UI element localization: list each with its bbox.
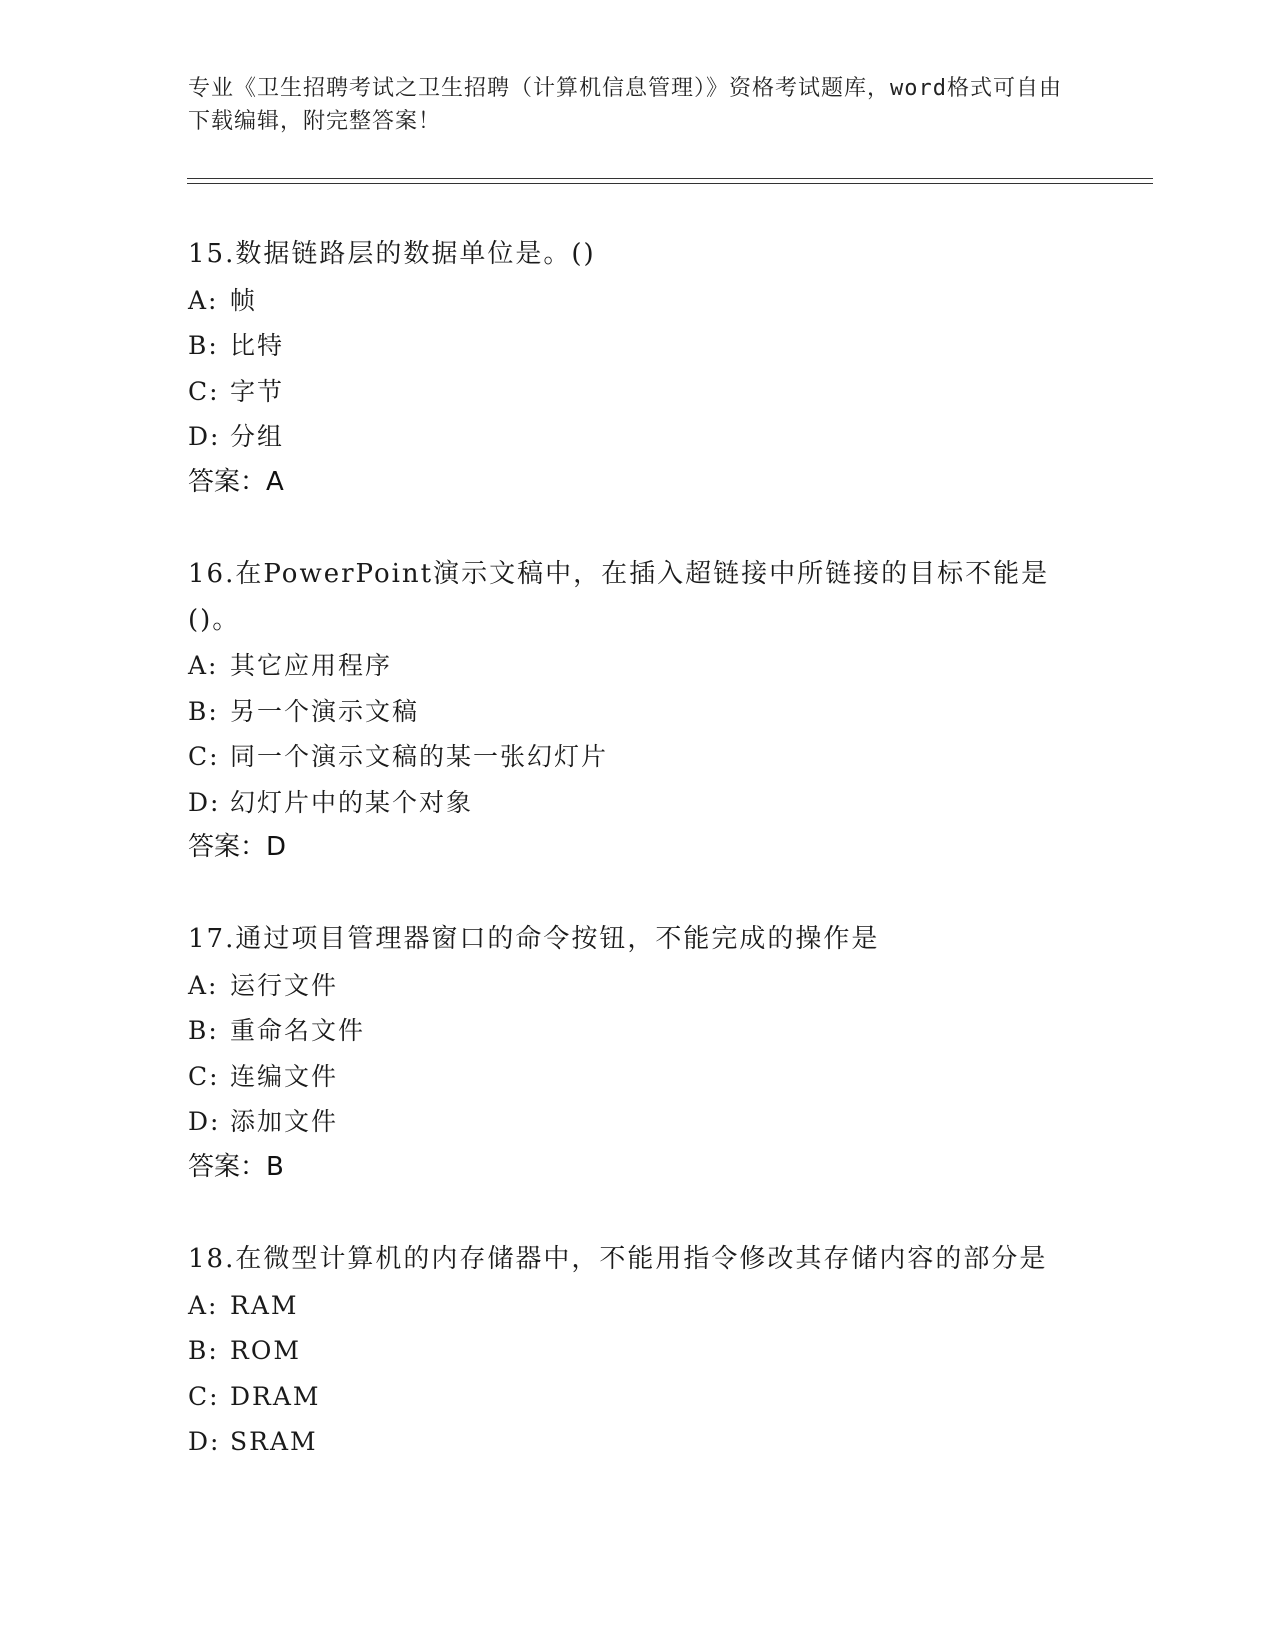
document-header: 专业《卫生招聘考试之卫生招聘（计算机信息管理）》资格考试题库，word格式可自由下载编辑，附完整答案！: [188, 76, 1062, 134]
option-text: 运行文件: [230, 970, 339, 1000]
option-text: 分组: [230, 422, 285, 451]
option-text: ROM: [230, 1336, 301, 1365]
option-c: [188, 1374, 1088, 1420]
option-letter: D:: [188, 422, 221, 451]
option-text: 其它应用程序: [230, 651, 393, 680]
question-stem: 16.在PowerPoint演示文稿中，在插入超链接中所链接的目标不能是()。: [188, 559, 1050, 635]
option-text: 字节: [230, 376, 285, 406]
option-b: [188, 323, 1088, 369]
option-letter: C:: [188, 1061, 220, 1091]
option-d: [188, 1099, 1088, 1145]
question-stem: 17.通过项目管理器窗口的命令按钮，不能完成的操作是: [188, 924, 880, 954]
option-b: [188, 689, 1088, 735]
option-a: [188, 1283, 1088, 1329]
option-letter: D:: [188, 1107, 221, 1136]
question-stem: 18.在微型计算机的内存储器中，不能用指令修改其存储内容的部分是: [188, 1244, 1048, 1274]
question-15: [188, 232, 1088, 505]
option-d: [188, 1419, 1088, 1465]
option-text: 重命名文件: [230, 1016, 366, 1045]
option-letter: B:: [188, 1016, 219, 1045]
option-a: [188, 643, 1088, 689]
option-letter: C:: [188, 1381, 220, 1411]
option-text: 添加文件: [230, 1107, 339, 1136]
question-18: [188, 1237, 1088, 1465]
option-letter: A:: [188, 651, 219, 680]
option-b: [188, 1008, 1088, 1054]
option-text: 同一个演示文稿的某一张幻灯片: [230, 742, 609, 771]
option-text: 另一个演示文稿: [230, 696, 420, 726]
option-a: [188, 963, 1088, 1009]
answer-line: 答案：A: [188, 466, 284, 497]
option-text: RAM: [230, 1290, 299, 1320]
option-text: 帧: [230, 285, 258, 315]
header-rule-bottom: [187, 183, 1153, 184]
option-text: 连编文件: [230, 1061, 339, 1091]
question-17: [188, 917, 1088, 1190]
option-letter: B:: [188, 331, 219, 360]
question-16: [188, 552, 1088, 871]
option-text: SRAM: [230, 1427, 318, 1456]
header-rule-top: [187, 178, 1153, 179]
option-d: [188, 414, 1088, 460]
option-d: [188, 780, 1088, 826]
answer-line: 答案：D: [188, 832, 287, 862]
option-letter: D:: [188, 1427, 221, 1456]
option-letter: A:: [188, 285, 219, 315]
option-letter: B:: [188, 696, 219, 726]
option-letter: A:: [188, 1290, 219, 1320]
option-letter: D:: [188, 787, 221, 817]
option-letter: B:: [188, 1336, 219, 1365]
option-b: [188, 1328, 1088, 1374]
option-text: 比特: [230, 331, 285, 360]
option-text: 幻灯片中的某个对象: [230, 787, 474, 817]
option-text: DRAM: [230, 1381, 321, 1411]
option-letter: A:: [188, 970, 219, 1000]
option-letter: C:: [188, 376, 220, 406]
option-c: [188, 369, 1088, 415]
option-letter: C:: [188, 742, 220, 771]
option-c: [188, 734, 1088, 780]
option-c: [188, 1054, 1088, 1100]
option-a: [188, 278, 1088, 324]
answer-line: 答案：B: [188, 1151, 284, 1182]
question-stem: 15.数据链路层的数据单位是。(): [188, 239, 596, 269]
